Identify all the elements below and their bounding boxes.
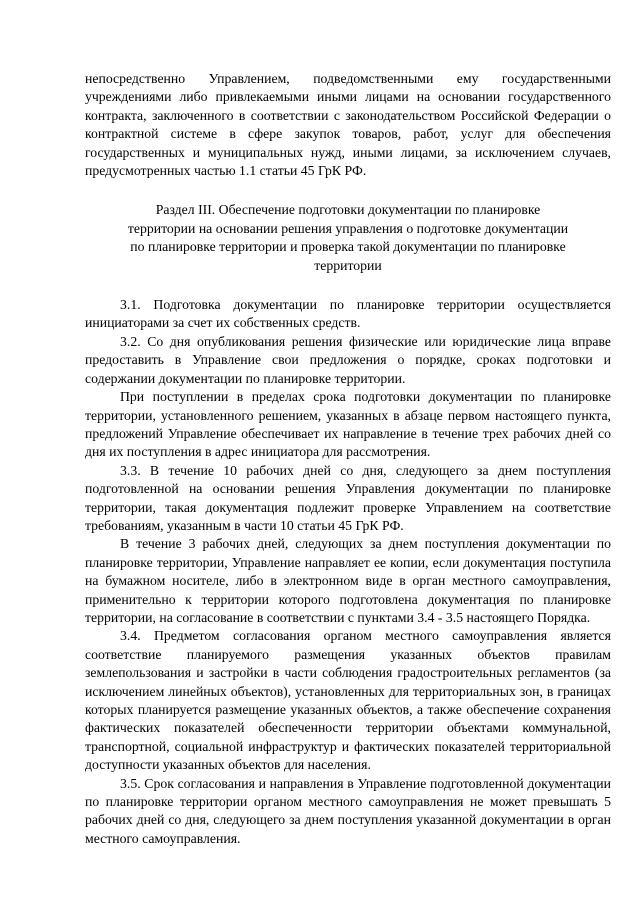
paragraph-3-2: 3.2. Со дня опубликования решения физические или юридические лица вправе предоставить в Управление свои предложения о порядке, сроках подготовки и содержании документации по планировке территории. bbox=[85, 333, 611, 386]
section-heading-line: территории на основании решения управления о подготовке документации bbox=[127, 220, 569, 236]
paragraph-3-3: 3.3. В течение 10 рабочих дней со дня, следующего за днем поступления подготовленной на основании решения Управления документации по планировке территории, такая документация подлежит проверке Управлением на соответствие требованиям, указанным в части 10 статьи 45 ГрК РФ. bbox=[85, 462, 611, 533]
section-heading bbox=[85, 201, 611, 275]
document-page bbox=[85, 70, 611, 848]
intro-paragraph: непосредственно Управлением, подведомственными ему государственными учреждениями либо привлекаемыми иными лицами на основании государственного контракта, заключенного в соответствии с законодательством Российской Федерации о контрактной системе в сфере закупок товаров, работ, услуг для обеспечения государственных и муниципальных нужд, иными лицами, за исключением случаев, предусмотренных частью 1.1 статьи 45 ГрК РФ. bbox=[85, 71, 611, 179]
paragraph-3-3-continued: В течение 3 рабочих дней, следующих за днем поступления документации по планировке территории, Управление направляет ее копии, если документация поступила на бумажном носителе, либо в электронном виде в орган местного самоуправления, применительно к территории которого подготовлена документация по планировке территории, на согласование в соответствии с пунктами 3.4 - 3.5 настоящего Порядка. bbox=[85, 536, 611, 625]
paragraph-3-4: 3.4. Предметом согласования органом местного самоуправления является соответствие планируемого размещения указанных объектов правилам землепользования и застройки в части соблюдения градостроительных регламентов (за исключением линейных объектов), установленных для территориальных зон, в границах которых планируется размещение указанных объектов, а также обеспечение сохранения фактических показателей обеспеченности территории объектами коммунальной, транспортной, социальной инфраструктур и фактических показателей территориальной доступности указанных объектов для населения. bbox=[85, 628, 611, 773]
paragraph-3-5: 3.5. Срок согласования и направления в Управление подготовленной документации по планировке территории органом местного самоуправления не может превышать 5 рабочих дней со дня, следующего за днем поступления указанной документации в орган местного самоуправления. bbox=[85, 775, 611, 846]
section-heading-line: территории bbox=[314, 257, 382, 273]
paragraph-3-2-continued: При поступлении в пределах срока подготовки документации по планировке территории, установленного решением, указанных в абзаце первом настоящего пункта, предложений Управление обеспечивает их направление в течение трех рабочих дней со дня их поступления в адрес инициатора для рассмотрения. bbox=[85, 389, 611, 460]
section-heading-line: Раздел III. Обеспечение подготовки документации по планировке bbox=[155, 202, 541, 218]
paragraph-3-1: 3.1. Подготовка документации по планировке территории осуществляется инициаторами за счет их собственных средств. bbox=[85, 297, 611, 331]
section-heading-line: по планировке территории и проверка такой документации по планировке bbox=[130, 239, 566, 255]
